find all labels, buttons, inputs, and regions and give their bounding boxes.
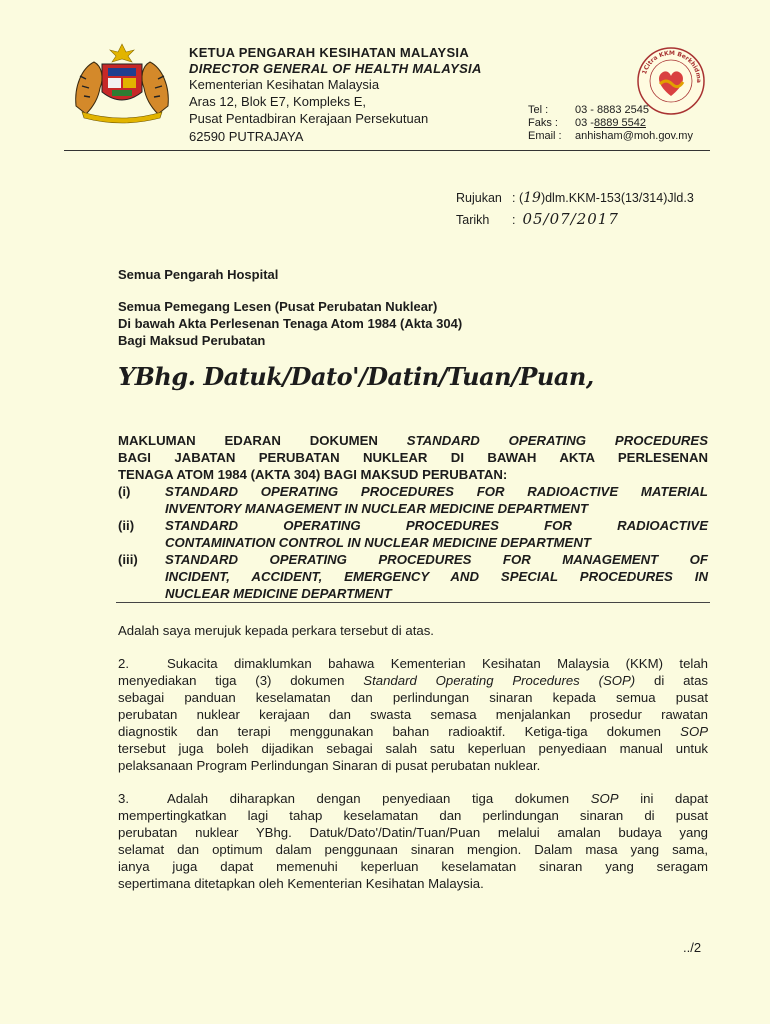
- subject-item-text: STANDARD OPERATING PROCEDURES FOR MANAGEMENT OF: [165, 552, 708, 567]
- paragraph-text-italic: SOP: [590, 791, 619, 806]
- header-address-line: Pusat Pentadbiran Kerajaan Persekutuan: [189, 111, 429, 126]
- addressee-line: Bagi Maksud Perubatan: [118, 333, 266, 348]
- paragraph-text: diagnostik dan terapi menggunakan bahan radioaktif. Ketiga-tiga dokumen: [118, 724, 662, 739]
- addressee-line: Di bawah Akta Perlesenan Tenaga Atom 1984 (Akta 304): [118, 316, 463, 331]
- subject-item-text: NUCLEAR MEDICINE DEPARTMENT: [165, 586, 392, 601]
- rujukan-code: )dlm.KKM-153(13/314)Jld.3: [540, 191, 694, 205]
- paragraph-text-italic: Standard Operating Procedures (SOP): [363, 673, 636, 688]
- subject-text-italic: STANDARD OPERATING PROCEDURES: [406, 433, 708, 448]
- fax-number: 8889 5542: [593, 117, 646, 129]
- paragraph-3: [118, 790, 708, 892]
- date-line: [456, 210, 619, 228]
- subject-item-number: (ii): [118, 518, 135, 533]
- paragraph-text: ini dapat: [640, 791, 709, 806]
- subject-item-text: CONTAMINATION CONTROL IN NUCLEAR MEDICINE DEPARTMENT: [165, 535, 591, 550]
- paragraph-text: perubatan nuklear YBhg. Datuk/Dato'/Datin/Tuan/Puan melalui amalan budaya yang: [118, 825, 708, 840]
- paragraph-text: sebagai panduan keselamatan dan perlindungan sinaran kepada semua pusat: [118, 690, 708, 705]
- malaysia-coat-of-arms-logo: [68, 42, 176, 124]
- page-marker: ../2: [683, 940, 702, 955]
- subject-item-text: STANDARD OPERATING PROCEDURES FOR RADIOACTIVE MATERIAL: [165, 484, 708, 499]
- paragraph-text: ianya juga dapat memenuhi keperluan keselamatan sinaran yang seragam: [118, 859, 708, 874]
- addressee-line: Semua Pengarah Hospital: [118, 267, 279, 282]
- paragraph-text: mempertingkatkan lagi tahap keselamatan dan perlindungan sinaran di pusat: [118, 808, 708, 823]
- subject-text: BAGI JABATAN PERUBATAN NUKLEAR DI BAWAH AKTA PERLESENAN: [118, 450, 708, 465]
- subject-item: [118, 483, 708, 517]
- tarikh-handwritten: 05/07/2017: [522, 210, 619, 228]
- paragraph-number: 2.: [118, 656, 129, 671]
- paragraph-text: perubatan nuklear kerajaan dan swasta semasa menjalankan prosedur rawatan: [118, 707, 708, 722]
- paragraph-text: pelaksanaan Program Perlindungan Sinaran di pusat perubatan nuklear.: [118, 758, 541, 773]
- tarikh-label: Tarikh: [456, 213, 490, 227]
- rujukan-handwritten: 19: [523, 190, 541, 206]
- email-address: anhisham@moh.gov.my: [575, 130, 693, 142]
- fax-prefix: 03 -: [575, 117, 594, 129]
- contact-block: [528, 104, 693, 143]
- reference-line: [456, 190, 694, 206]
- subject-item: [118, 551, 708, 602]
- subject-block: [118, 432, 708, 602]
- subject-item-text: INCIDENT, ACCIDENT, EMERGENCY AND SPECIAL PROCEDURES IN: [165, 569, 708, 584]
- paragraph-text: tersebut juga boleh dijadikan sebagai salah satu keperluan penyediaan manual untuk: [118, 741, 708, 756]
- paragraph-text: sepertimana ditetapkan oleh Kementerian Kesihatan Malaysia.: [118, 876, 484, 891]
- subject-item: [118, 517, 708, 551]
- paragraph-text-italic: SOP: [680, 724, 709, 739]
- addressee-line: Semua Pemegang Lesen (Pusat Perubatan Nuklear): [118, 299, 438, 314]
- paragraph-text: Adalah diharapkan dengan penyediaan tiga dokumen: [167, 791, 570, 806]
- subject-item-text: INVENTORY MANAGEMENT IN NUCLEAR MEDICINE DEPARTMENT: [165, 501, 589, 516]
- header-address-line: Kementerian Kesihatan Malaysia: [189, 77, 380, 92]
- paragraph-2: [118, 655, 708, 774]
- tel-number: 03 - 8883 2545: [575, 104, 650, 116]
- paragraph-text: selamat dan optimum dalam penggunaan sinaran mengion. Dalam masa yang sama,: [118, 842, 708, 857]
- tarikh-sep: :: [512, 213, 516, 227]
- subject-text: MAKLUMAN EDARAN DOKUMEN: [118, 433, 378, 448]
- seal-text: 1Citra KKM Berkhidma: [640, 49, 703, 83]
- paragraph-text: Adalah saya merujuk kepada perkara tersebut di atas.: [118, 623, 434, 638]
- paragraph-text: di atas: [654, 673, 709, 688]
- paragraph-1: [118, 622, 708, 639]
- subject-item-text: STANDARD OPERATING PROCEDURES FOR RADIOACTIVE: [165, 518, 708, 533]
- header-title-en: DIRECTOR GENERAL OF HEALTH MALAYSIA: [189, 61, 482, 76]
- paragraph-number: 3.: [118, 791, 129, 806]
- paragraph-text: menyediakan tiga (3) dokumen: [118, 673, 345, 688]
- header-address-line: Aras 12, Blok E7, Kompleks E,: [189, 94, 367, 109]
- email-label: Email :: [528, 130, 562, 142]
- subject-item-number: (iii): [118, 552, 138, 567]
- header-title-ms: KETUA PENGARAH KESIHATAN MALAYSIA: [189, 45, 470, 60]
- subject-item-number: (i): [118, 484, 131, 499]
- paragraph-text: Sukacita dimaklumkan bahawa Kementerian Kesihatan Malaysia (KKM) telah: [167, 656, 708, 671]
- subject-underline: [116, 602, 710, 603]
- rujukan-label: Rujukan: [456, 191, 502, 205]
- subject-text: TENAGA ATOM 1984 (AKTA 304) BAGI MAKSUD PERUBATAN:: [118, 467, 508, 482]
- rujukan-pre: : (: [512, 191, 524, 205]
- fax-label: Faks :: [528, 117, 558, 129]
- tel-label: Tel :: [528, 104, 549, 116]
- header-address-line: 62590 PUTRAJAYA: [189, 129, 304, 144]
- salutation: YBhg. Datuk/Dato'/Datin/Tuan/Puan,: [118, 362, 594, 391]
- header-divider: [64, 150, 710, 151]
